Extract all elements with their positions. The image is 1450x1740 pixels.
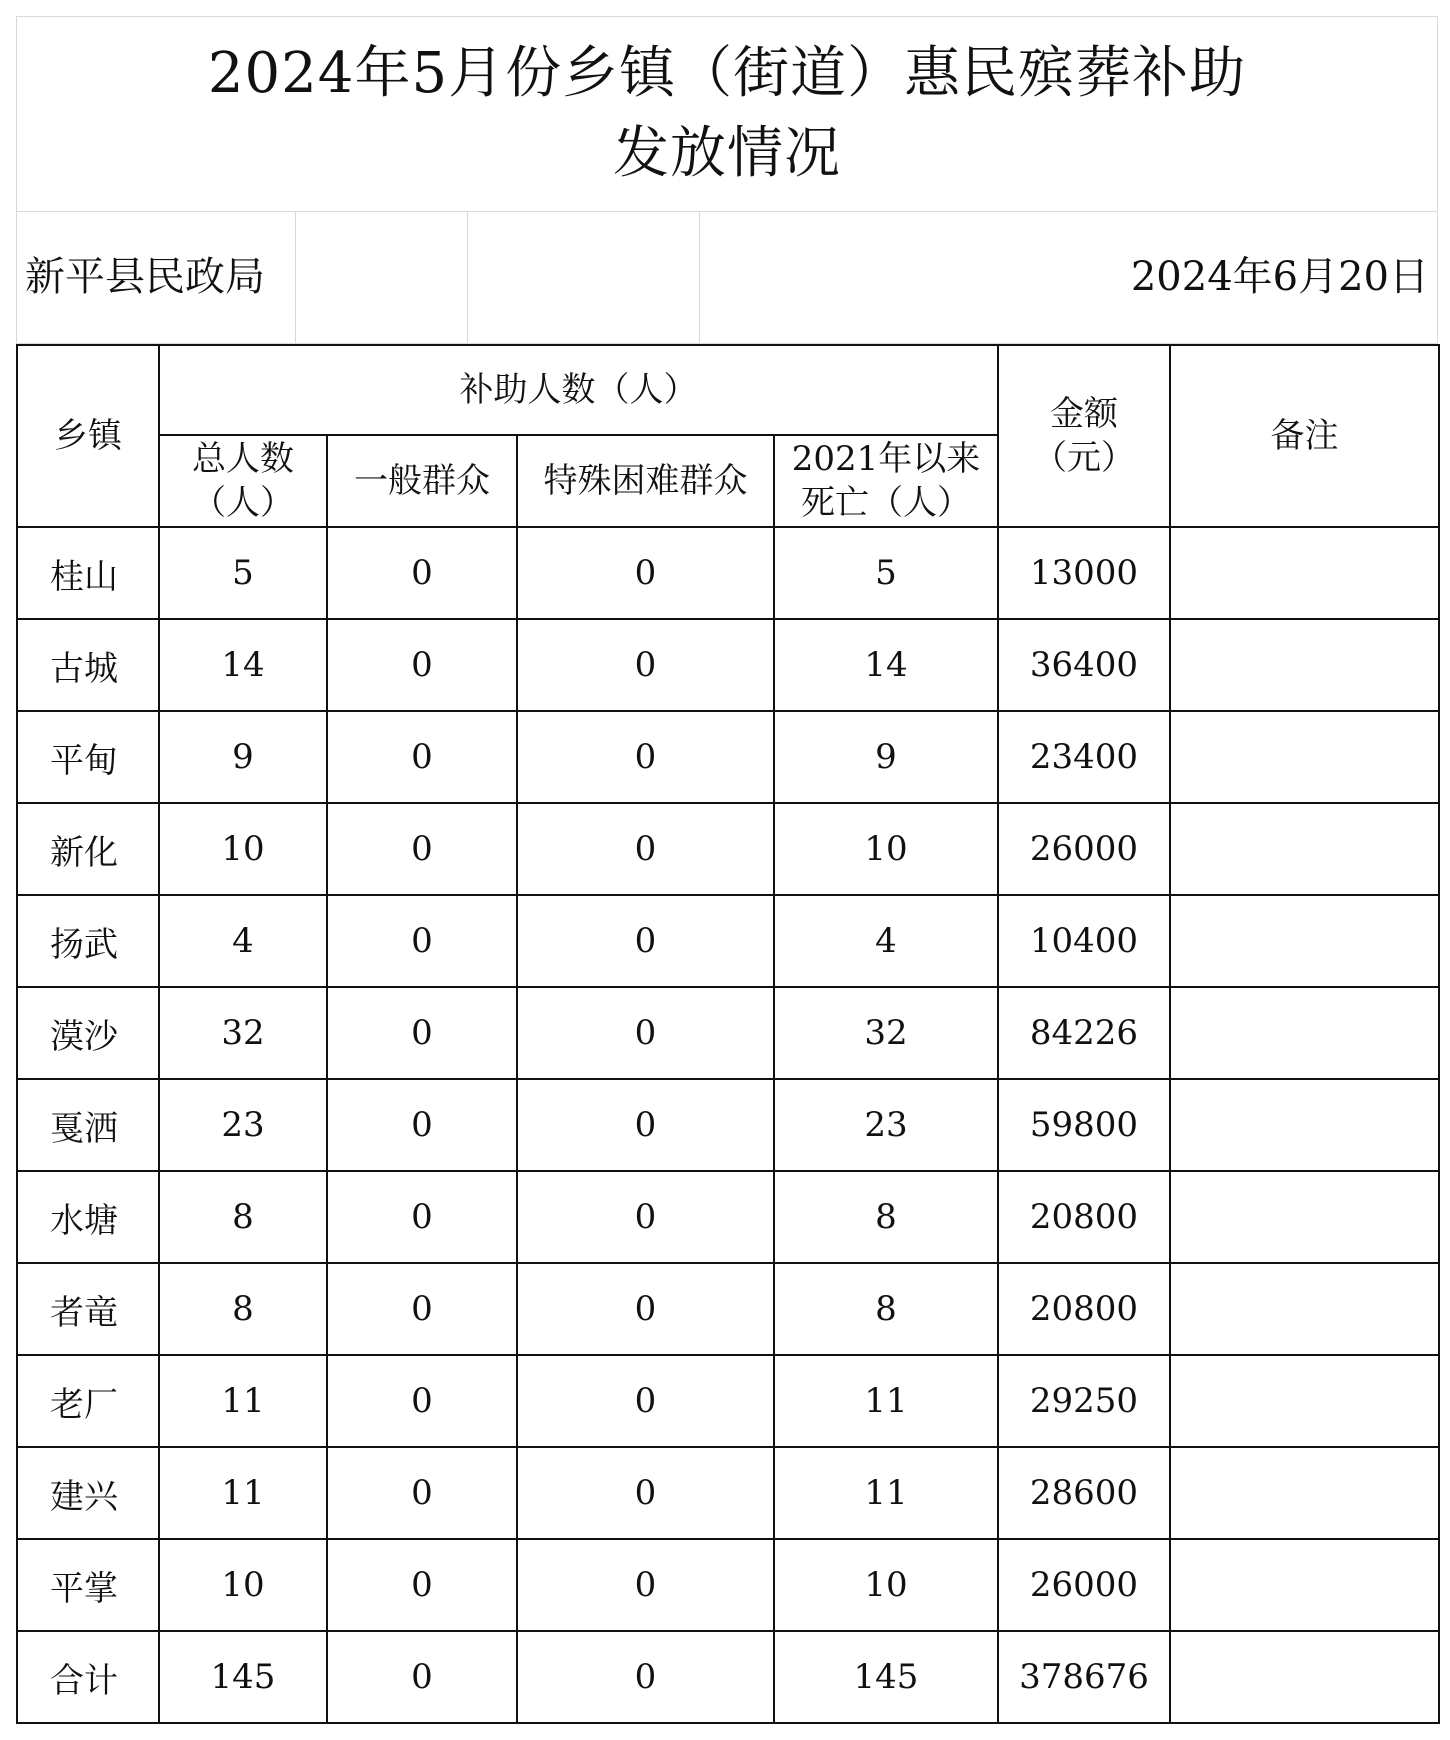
table-row [17, 987, 1439, 1079]
cell-special: 0 [517, 1631, 774, 1723]
cell-since-2021: 10 [774, 1539, 998, 1631]
cell-township: 老厂 [17, 1355, 159, 1447]
table-row [17, 1263, 1439, 1355]
header-row-top [17, 345, 1439, 435]
cell-remarks [1170, 527, 1439, 619]
cell-remarks [1170, 1079, 1439, 1171]
cell-amount: 13000 [998, 527, 1170, 619]
cell-since-2021: 32 [774, 987, 998, 1079]
cell-remarks [1170, 895, 1439, 987]
header-total-label: 总人数（人） [192, 439, 294, 523]
table-row [17, 895, 1439, 987]
table-row [17, 527, 1439, 619]
cell-since-2021: 14 [774, 619, 998, 711]
cell-township: 平掌 [17, 1539, 159, 1631]
cell-amount: 28600 [998, 1447, 1170, 1539]
cell-special: 0 [517, 1447, 774, 1539]
cell-since-2021: 5 [774, 527, 998, 619]
spreadsheet-sheet [16, 16, 1438, 1730]
cell-special: 0 [517, 1171, 774, 1263]
cell-township: 扬武 [17, 895, 159, 987]
cell-special: 0 [517, 1263, 774, 1355]
cell-since-2021: 9 [774, 711, 998, 803]
cell-total: 4 [159, 895, 327, 987]
cell-special: 0 [517, 1079, 774, 1171]
table-row [17, 803, 1439, 895]
cell-total: 11 [159, 1355, 327, 1447]
cell-township: 合计 [17, 1631, 159, 1723]
cell-since-2021: 10 [774, 803, 998, 895]
cell-total: 23 [159, 1079, 327, 1171]
cell-special: 0 [517, 1539, 774, 1631]
cell-total: 5 [159, 527, 327, 619]
cell-general: 0 [327, 619, 517, 711]
cell-remarks [1170, 1631, 1439, 1723]
header-remarks [1170, 345, 1439, 527]
info-cell-divider [699, 212, 700, 343]
info-cell-divider [467, 212, 468, 343]
cell-township: 者竜 [17, 1263, 159, 1355]
title-block [16, 16, 1438, 212]
cell-amount: 59800 [998, 1079, 1170, 1171]
cell-remarks [1170, 1171, 1439, 1263]
header-special-hardship [517, 435, 774, 527]
cell-total: 8 [159, 1171, 327, 1263]
table-row [17, 1539, 1439, 1631]
info-row [16, 212, 1438, 344]
cell-since-2021: 11 [774, 1355, 998, 1447]
cell-since-2021: 23 [774, 1079, 998, 1171]
cell-township: 平甸 [17, 711, 159, 803]
cell-total: 8 [159, 1263, 327, 1355]
cell-special: 0 [517, 619, 774, 711]
cell-total: 9 [159, 711, 327, 803]
cell-total: 145 [159, 1631, 327, 1723]
cell-amount: 29250 [998, 1355, 1170, 1447]
cell-special: 0 [517, 987, 774, 1079]
table-row [17, 619, 1439, 711]
cell-remarks [1170, 1355, 1439, 1447]
cell-general: 0 [327, 1355, 517, 1447]
cell-general: 0 [327, 803, 517, 895]
cell-general: 0 [327, 527, 517, 619]
cell-township: 桂山 [17, 527, 159, 619]
table-row [17, 1171, 1439, 1263]
cell-general: 0 [327, 1079, 517, 1171]
cell-total: 14 [159, 619, 327, 711]
cell-township: 新化 [17, 803, 159, 895]
report-date: 2024年6月20日 [1130, 254, 1429, 300]
cell-township: 戛洒 [17, 1079, 159, 1171]
cell-township: 古城 [17, 619, 159, 711]
header-remarks-label: 备注 [1270, 416, 1339, 456]
cell-amount: 26000 [998, 1539, 1170, 1631]
cell-general: 0 [327, 895, 517, 987]
header-general-public-label: 一般群众 [354, 461, 490, 501]
cell-since-2021: 4 [774, 895, 998, 987]
header-deaths-since-2021 [774, 435, 998, 527]
cell-special: 0 [517, 711, 774, 803]
cell-remarks [1170, 987, 1439, 1079]
cell-since-2021: 145 [774, 1631, 998, 1723]
cell-special: 0 [517, 803, 774, 895]
cell-township: 建兴 [17, 1447, 159, 1539]
organization-label: 新平县民政局 [25, 254, 265, 300]
header-subsidy-count-group [159, 345, 998, 435]
cell-general: 0 [327, 1631, 517, 1723]
header-deaths-since-2021-label: 2021年以来死亡（人） [791, 439, 981, 523]
table-row [17, 711, 1439, 803]
cell-amount: 26000 [998, 803, 1170, 895]
total-row [17, 1631, 1439, 1723]
cell-remarks [1170, 1447, 1439, 1539]
cell-amount: 23400 [998, 711, 1170, 803]
header-subsidy-count-label: 补助人数（人） [459, 370, 698, 410]
table-row [17, 1447, 1439, 1539]
cell-amount: 20800 [998, 1263, 1170, 1355]
table-row [17, 1079, 1439, 1171]
cell-township: 漠沙 [17, 987, 159, 1079]
cell-special: 0 [517, 1355, 774, 1447]
cell-general: 0 [327, 1263, 517, 1355]
page-title-line-1: 2024年5月份乡镇（街道）惠民殡葬补助 [207, 41, 1247, 106]
cell-amount: 20800 [998, 1171, 1170, 1263]
info-cell-divider [295, 212, 296, 343]
cell-since-2021: 11 [774, 1447, 998, 1539]
cell-general: 0 [327, 987, 517, 1079]
cell-remarks [1170, 619, 1439, 711]
header-total [159, 435, 327, 527]
page-title-line-2: 发放情况 [613, 121, 841, 186]
header-township-label: 乡镇 [54, 416, 122, 456]
cell-remarks [1170, 711, 1439, 803]
header-general-public [327, 435, 517, 527]
cell-township: 水塘 [17, 1171, 159, 1263]
header-amount [998, 345, 1170, 527]
cell-remarks [1170, 1539, 1439, 1631]
subsidy-table [16, 344, 1440, 1724]
cell-amount: 378676 [998, 1631, 1170, 1723]
cell-remarks [1170, 1263, 1439, 1355]
cell-general: 0 [327, 1171, 517, 1263]
cell-total: 11 [159, 1447, 327, 1539]
table-row [17, 1355, 1439, 1447]
cell-general: 0 [327, 1447, 517, 1539]
header-amount-label: 金额（元） [1033, 394, 1135, 478]
cell-remarks [1170, 803, 1439, 895]
cell-total: 10 [159, 1539, 327, 1631]
cell-total: 32 [159, 987, 327, 1079]
cell-amount: 10400 [998, 895, 1170, 987]
header-special-hardship-label: 特殊困难群众 [543, 461, 748, 501]
cell-special: 0 [517, 527, 774, 619]
cell-amount: 84226 [998, 987, 1170, 1079]
header-township [17, 345, 159, 527]
cell-total: 10 [159, 803, 327, 895]
cell-general: 0 [327, 711, 517, 803]
cell-special: 0 [517, 895, 774, 987]
cell-amount: 36400 [998, 619, 1170, 711]
cell-general: 0 [327, 1539, 517, 1631]
cell-since-2021: 8 [774, 1171, 998, 1263]
cell-since-2021: 8 [774, 1263, 998, 1355]
